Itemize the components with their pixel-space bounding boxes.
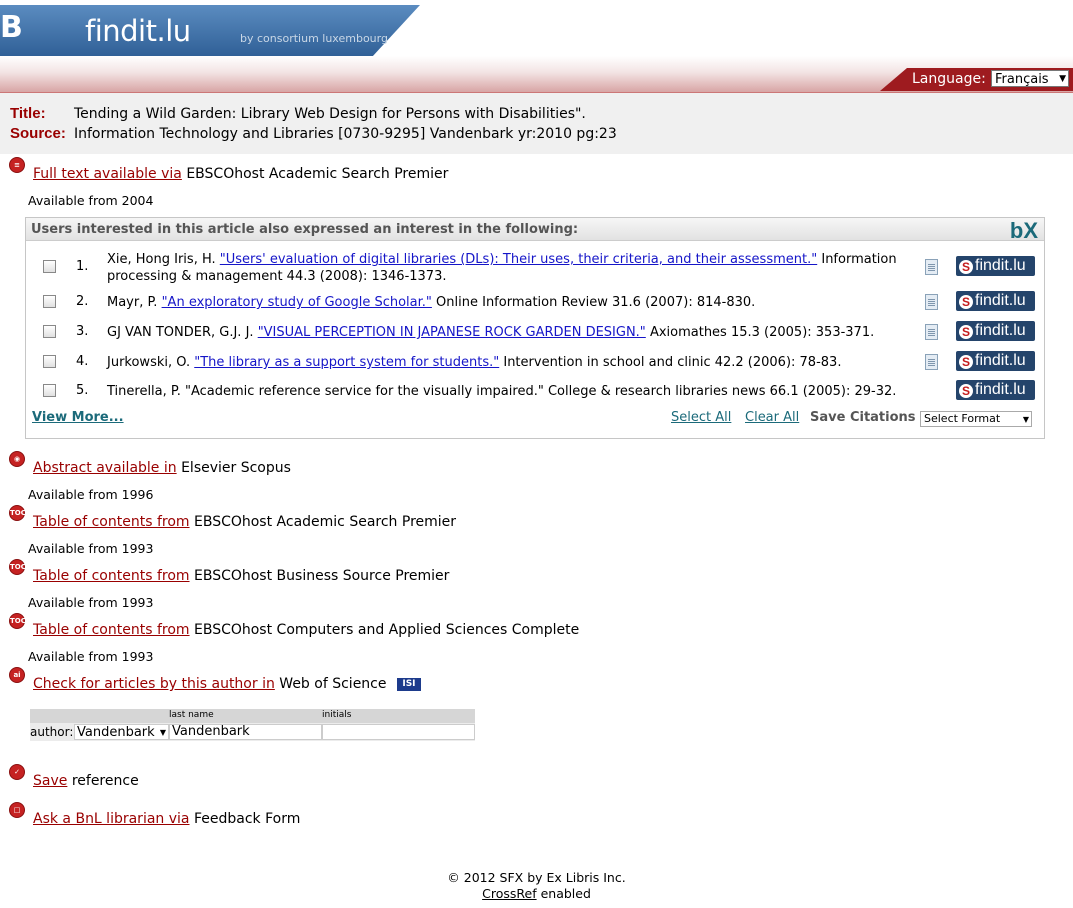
chevron-down-icon: ▼ [1022,415,1029,424]
item-source: College & research libraries news 66.1 (2005): 29-32. [547,384,897,399]
author-search-form [30,709,475,741]
footer [0,870,1073,902]
author-label: author: [30,725,74,739]
logo[interactable]: findit.lu [85,14,191,48]
clear-all-link[interactable]: Clear All [745,410,800,425]
item-checkbox[interactable] [43,384,56,397]
bx-recommendations [25,217,1045,439]
last-name-heading: last name [169,710,214,720]
author-select-value: Vandenbark [77,725,155,740]
chevron-down-icon: ▼ [1059,74,1066,84]
toc-icon: TOC [9,505,25,521]
language-tab-corner [880,68,907,91]
author-search-provider: Web of Science [279,676,387,692]
save-citations-label: Save Citations [810,410,916,425]
citation-title-row [10,105,586,122]
item-title-link[interactable]: "VISUAL PERCEPTION IN JAPANESE ROCK GARDEN DESIGN." [257,325,646,340]
abstract-icon: ◉ [9,451,25,467]
toc-availability: Available from 1993 [28,595,154,610]
item-author: Xie, Hong Iris, H. [107,252,216,267]
toc-service [33,622,579,638]
findit-button[interactable] [956,321,1035,341]
toc-link[interactable]: Table of contents from [33,514,190,530]
language-select[interactable] [991,70,1069,87]
feedback-icon: □ [9,802,25,818]
toc-icon: TOC [9,613,25,629]
ask-librarian-service [33,811,300,827]
findit-button-label: findit.lu [975,381,1026,398]
chevron-down-icon: ▼ [159,728,166,737]
toc-availability: Available from 1993 [28,649,154,664]
citation-format-select[interactable] [920,411,1032,427]
fulltext-availability: Available from 2004 [28,193,154,208]
document-icon[interactable] [925,354,938,370]
crossref-line [0,886,1073,902]
ask-librarian-text: Feedback Form [193,811,301,827]
abstract-provider: Elsevier Scopus [181,460,291,476]
findit-logo-icon: S [959,295,973,309]
item-reference [107,294,912,311]
author-select[interactable] [74,724,169,740]
save-service [33,773,139,789]
item-author: GJ VAN TONDER, G.J. J. [107,325,254,340]
isi-logo-icon[interactable]: ISI [397,678,421,691]
findit-logo-icon: S [959,260,973,274]
logo-subtitle: by consortium luxembourg [240,32,388,45]
save-text: reference [71,773,139,789]
item-number: 4. [76,354,89,369]
findit-button[interactable] [956,380,1035,400]
document-icon[interactable] [925,294,938,310]
toc-availability: Available from 1993 [28,541,154,556]
item-checkbox[interactable] [43,325,56,338]
fulltext-service [33,166,448,182]
item-reference [107,251,912,285]
article-source: Information Technology and Libraries [0730-9295] Vandenbark yr:2010 pg:23 [74,126,617,142]
item-number: 5. [76,383,89,398]
initials-heading: initials [322,710,352,720]
document-icon[interactable] [925,324,938,340]
language-select-value: Français [995,72,1049,87]
item-source: Information processing & management 44.3 (2008): 1346-1373. [107,252,897,284]
article-title: Tending a Wild Garden: Library Web Design for Persons with Disabilities". [74,106,586,122]
item-number: 2. [76,294,89,309]
author-search-link[interactable]: Check for articles by this author in [33,676,275,692]
language-label: Language: [912,71,986,87]
last-name-field[interactable]: Vandenbark [169,724,322,740]
abstract-availability: Available from 1996 [28,487,154,502]
findit-button-label: findit.lu [975,257,1026,274]
citation-panel [0,93,1073,154]
author-form-header [30,709,475,723]
author-search-icon: ai [9,667,25,683]
banner-logo-background [0,5,420,57]
item-author: Tinerella, P. [107,384,181,399]
item-checkbox[interactable] [43,260,56,273]
findit-logo-icon: S [959,325,973,339]
logo-mark: B [0,10,23,45]
bx-footer [26,407,1044,431]
author-form-row [30,723,475,741]
findit-button-label: findit.lu [975,322,1026,339]
findit-button[interactable] [956,256,1035,276]
toc-provider: EBSCOhost Business Source Premier [193,568,450,584]
item-source: Intervention in school and clinic 42.2 (2006): 78-83. [503,355,842,370]
bx-header [26,218,1044,241]
item-reference [107,324,912,341]
abstract-service [33,460,291,476]
item-number: 1. [76,259,89,274]
initials-field[interactable] [322,724,475,740]
view-more-link[interactable]: View More... [32,410,124,425]
toc-icon: TOC [9,559,25,575]
crossref-enabled: enabled [540,886,591,901]
bx-logo: bX [1009,218,1038,243]
item-title-link[interactable]: "Users' evaluation of digital libraries (DLs): Their uses, their criteria, and their assessment." [219,252,818,267]
item-title-link[interactable]: "The library as a support system for students." [194,355,500,370]
item-source: Axiomathes 15.3 (2005): 353-371. [649,325,875,340]
select-all-link[interactable]: Select All [671,410,732,425]
header [0,0,1073,92]
item-source: Online Information Review 31.6 (2007): 814-830. [436,295,756,310]
fulltext-link[interactable]: Full text available via [33,166,182,182]
source-label: Source: [10,125,66,142]
ask-librarian-link[interactable]: Ask a BnL librarian via [33,811,190,827]
findit-button-label: findit.lu [975,352,1026,369]
copyright: © 2012 SFX by Ex Libris Inc. [447,870,626,885]
item-author: Jurkowski, O. [107,355,191,370]
item-title: "Academic reference service for the visually impaired." [185,384,544,399]
document-icon[interactable] [925,259,938,275]
toc-provider: EBSCOhost Academic Search Premier [193,514,457,530]
bx-heading: Users interested in this article also expressed an interest in the following: [31,222,579,237]
toc-provider: EBSCOhost Computers and Applied Sciences Complete [193,622,580,638]
item-author: Mayr, P. [107,295,158,310]
toc-link[interactable]: Table of contents from [33,622,190,638]
findit-button[interactable] [956,291,1035,311]
item-reference [107,354,912,371]
crossref-link[interactable]: CrossRef [482,886,537,901]
save-icon: ✓ [9,764,25,780]
findit-button[interactable] [956,351,1035,371]
author-search-service [33,676,421,692]
fulltext-provider: EBSCOhost Academic Search Premier [186,166,449,182]
item-title-link[interactable]: "An exploratory study of Google Scholar." [161,295,432,310]
findit-logo-icon: S [959,355,973,369]
citation-source-row [10,125,617,142]
fulltext-icon: ≡ [9,157,25,173]
item-checkbox[interactable] [43,355,56,368]
save-link[interactable]: Save [33,773,68,789]
item-number: 3. [76,324,89,339]
abstract-link[interactable]: Abstract available in [33,460,177,476]
toc-link[interactable]: Table of contents from [33,568,190,584]
findit-logo-icon: S [959,384,973,398]
toc-service [33,514,456,530]
item-checkbox[interactable] [43,295,56,308]
toc-service [33,568,449,584]
findit-button-label: findit.lu [975,292,1026,309]
title-label: Title: [10,105,46,122]
item-reference [107,383,912,400]
citation-format-value: Select Format [924,412,1001,425]
